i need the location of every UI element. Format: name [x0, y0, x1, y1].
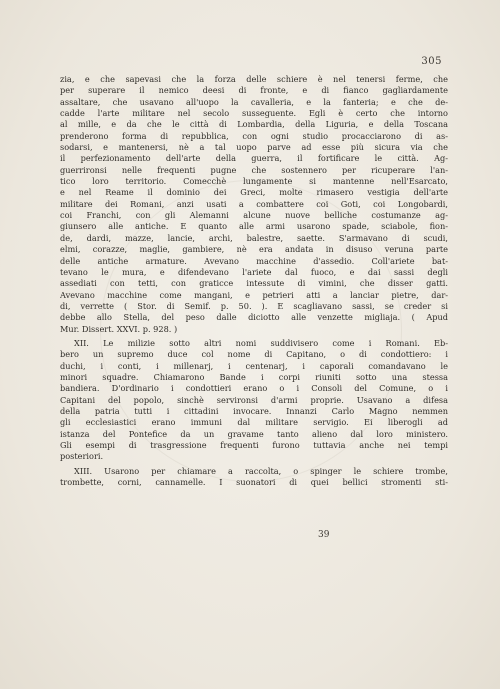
- text-line: Gli esempi di trasgressione frequenti furono tuttavia anche nei tempi: [60, 440, 448, 450]
- text-line: elmi, corazze, maglie, gambiere, nè era andata in disuso veruna parte: [60, 244, 448, 255]
- text-line: per superare il nemico deesi di fronte, e di fianco gagliardamente: [60, 85, 448, 96]
- text-line: Avevano macchine come mangani, e petrieri atti a lanciar pietre, dar-: [60, 289, 448, 300]
- text-line: al mille, e da che le città di Lombardia, della Liguria, e della Toscana: [60, 119, 448, 130]
- text-line: giunsero alle antiche. E quanto alle armi usarono spade, sciabole, fion-: [60, 221, 448, 232]
- signature-mark: 39: [318, 530, 330, 540]
- text-line: delle antiche armature. Avevano macchine d'assedio. Coll'ariete bat-: [60, 255, 448, 266]
- text-line: XII. Le milizie sotto altri nomi suddivisero come i Romani. Eb-: [74, 337, 448, 348]
- text-line: tico loro territorio. Comecchè lungamente si mantenne nell'Esarcato,: [60, 176, 448, 187]
- text-line: Mur. Dissert. XXVI. p. 928. ): [60, 323, 178, 334]
- text-line: gli ecclesiastici erano immuni dal militare servigio. Ei liberogli ad: [60, 417, 448, 428]
- text-line: istanza del Pontefice da un gravame tanto alieno dal loro ministero.: [60, 428, 448, 439]
- text-line: cadde l'arte militare nel secolo susseguente. Egli è certo che intorno: [60, 108, 448, 119]
- text-line: di, verrette ( Stor. di Semif. p. 50. ). E scagliavano sassi, se creder si: [60, 300, 448, 311]
- text-line: assaltare, che usavano all'uopo la cavalleria, e la fanteria; e che de-: [60, 96, 448, 107]
- text-line: assediati con tetti, con graticce intessute di vimini, che disser gatti.: [60, 278, 448, 289]
- text-line: Capitani del popolo, sinchè servironsi d'armi proprie. Usavano a difesa: [60, 394, 448, 405]
- page-number: 305: [421, 56, 442, 67]
- text-line: tevano le mura, e difendevano l'ariete dal fuoco, e dai sassi degli: [60, 266, 448, 277]
- text-line: della patria tutti i cittadini invocare. Innanzi Carlo Magno nemmen: [60, 405, 448, 416]
- text-line: zia, e che sapevasi che la forza delle schiere è nel tenersi ferme, che: [60, 74, 448, 84]
- text-line: il perfezionamento dell'arte della guerra, il fortificare le città. Ag-: [60, 153, 448, 164]
- text-line: guerrironsi nelle frequenti pugne che sostennero per ricuperare l'an-: [60, 164, 448, 175]
- text-line: militare dei Romani, anzi usati a combattere coi Goti, coi Longobardi,: [60, 198, 448, 209]
- text-line: XIII. Usarono per chiamare a raccolta, o spinger le schiere trombe,: [74, 465, 448, 476]
- text-line: e nel Reame il dominio dei Greci, molte rimasero vestigia dell'arte: [60, 187, 448, 198]
- text-line: bero un supremo duce col nome di Capitano, o di condottiero: i: [60, 349, 448, 360]
- body-text: [60, 74, 448, 488]
- text-line: sodarsi, e mantenersi, nè a tal uopo parve ad esse più sicura via che: [60, 142, 448, 153]
- text-line: debbe allo Stella, del peso dalle diciotto alle venzette migliaja. ( Apud: [60, 312, 448, 323]
- text-line: coi Franchi, con gli Alemanni alcune nuove belliche costumanze ag-: [60, 210, 448, 221]
- text-line: de, dardi, mazze, lancie, archi, balestre, saette. S'armavano di scudi,: [60, 232, 448, 243]
- text-line: prenderono forma di repubblica, con ogni studio procacciarono di as-: [60, 130, 448, 141]
- text-line: bandiera. D'ordinario i condottieri erano o i Consoli del Comune, o i: [60, 383, 448, 394]
- text-line: duchi, i conti, i millenarj, i centenarj, i caporali comandavano le: [60, 360, 448, 371]
- text-line: posteriori.: [60, 451, 104, 462]
- text-line: trombette, corni, cannamelle. I suonatori di quei bellici stromenti sti-: [60, 477, 448, 488]
- text-line: minori squadre. Chiamarono Bande i corpi riuniti sotto una stessa: [60, 371, 448, 382]
